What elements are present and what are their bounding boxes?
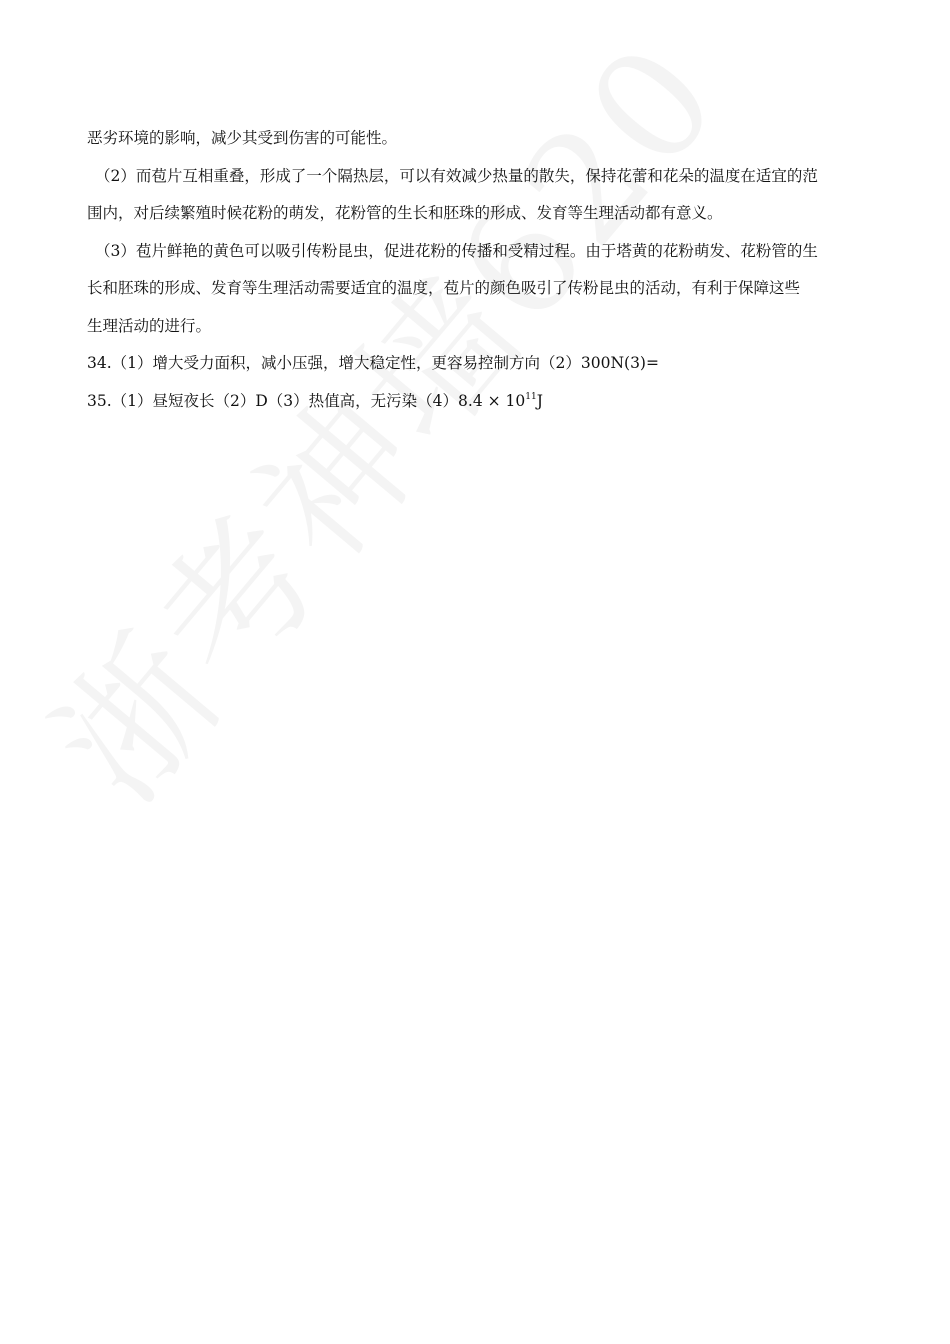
paragraph-line: 长和胚珠的形成、发育等生理活动需要适宜的温度，苞片的颜色吸引了传粉昆虫的活动，有利于保障这些 [87,279,801,297]
answer-q35-exponent: 11 [525,391,537,402]
answer-q35 [87,383,863,421]
paragraph-line: 生理活动的进行。 [87,316,212,335]
answer-q35-text: 35.（1）昼短夜长（2）D（3）热值高，无污染（4）8.4 × 10 [87,391,526,410]
answer-content [87,120,863,420]
paragraph-line: （2）而苞片互相重叠，形成了一个隔热层，可以有效减少热量的散失，保持花蕾和花朵的温度在适宜的范 [95,166,818,185]
paragraph-line: （3）苞片鲜艳的黄色可以吸引传粉昆虫，促进花粉的传播和受精过程。由于塔黄的花粉萌发、花粉管的生 [95,241,818,260]
answer-q35-unit: J [536,391,543,410]
paragraph-line: 恶劣环境的影响，减少其受到伤害的可能性。 [87,129,398,147]
paragraph-line: 围内，对后续繁殖时候花粉的萌发，花粉管的生长和胚珠的形成、发育等生理活动都有意义。 [87,204,723,222]
answer-q34: 34.（1）增大受力面积，减小压强，增大稳定性，更容易控制方向（2）300N(3)= [87,354,659,372]
